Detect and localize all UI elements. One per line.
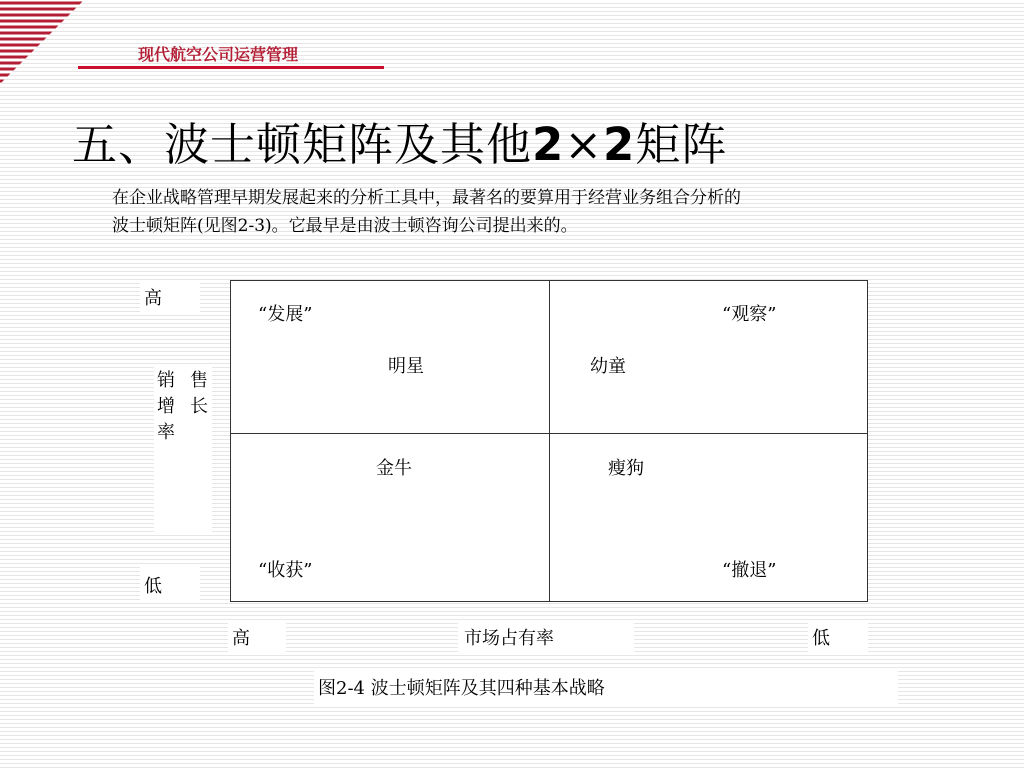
y-axis-high-label: 高 xyxy=(144,288,162,309)
quadrant-bl-strategy: “收获” xyxy=(258,560,313,581)
quadrant-bl-name: 金牛 xyxy=(376,458,412,479)
quadrant-tl-name: 明星 xyxy=(388,356,424,377)
intro-line-1: 在企业战略管理早期发展起来的分析工具中，最著名的要算用于经营业务组合分析的 xyxy=(112,188,741,208)
slide-title xyxy=(72,108,727,173)
quadrant-br-strategy: “撤退” xyxy=(722,560,777,581)
intro-line-2: 波士顿矩阵(见图2-3)。它最早是由波士顿咨询公司提出来的。 xyxy=(112,216,578,236)
corner-stripes-decoration xyxy=(0,0,84,84)
title-num1: 2 xyxy=(532,118,565,171)
intro-paragraph xyxy=(112,184,972,240)
figure-caption: 图2-4 波士顿矩阵及其四种基本战略 xyxy=(318,678,605,699)
title-num2: 2 xyxy=(603,118,636,171)
title-times: × xyxy=(564,118,604,171)
x-axis-label: 市场占有率 xyxy=(464,628,554,649)
title-suffix: 矩阵 xyxy=(635,118,728,171)
title-prefix: 五、波士顿矩阵及其他 xyxy=(72,118,533,171)
header-title: 现代航空公司运营管理 xyxy=(138,45,299,64)
header-rule xyxy=(78,66,384,69)
y-axis-char: 售 xyxy=(190,370,208,391)
y-axis-label-col1 xyxy=(157,368,175,446)
quadrant-tl-strategy: “发展” xyxy=(258,304,313,325)
quadrant-tr-name: 幼童 xyxy=(590,356,626,377)
y-axis-char: 率 xyxy=(157,422,175,443)
x-axis-high-label: 高 xyxy=(232,628,250,649)
quadrant-tr-strategy: “观察” xyxy=(722,304,777,325)
quadrant-br-name: 瘦狗 xyxy=(608,458,644,479)
y-axis-char: 增 xyxy=(157,396,175,417)
y-axis-char: 销 xyxy=(157,370,175,391)
y-axis-low-label: 低 xyxy=(144,576,162,597)
y-axis-label-col2 xyxy=(190,368,208,420)
matrix-horizontal-divider xyxy=(231,433,867,434)
x-axis-low-label: 低 xyxy=(812,628,830,649)
matrix-vertical-divider xyxy=(549,281,550,601)
y-axis-char: 长 xyxy=(190,396,208,417)
